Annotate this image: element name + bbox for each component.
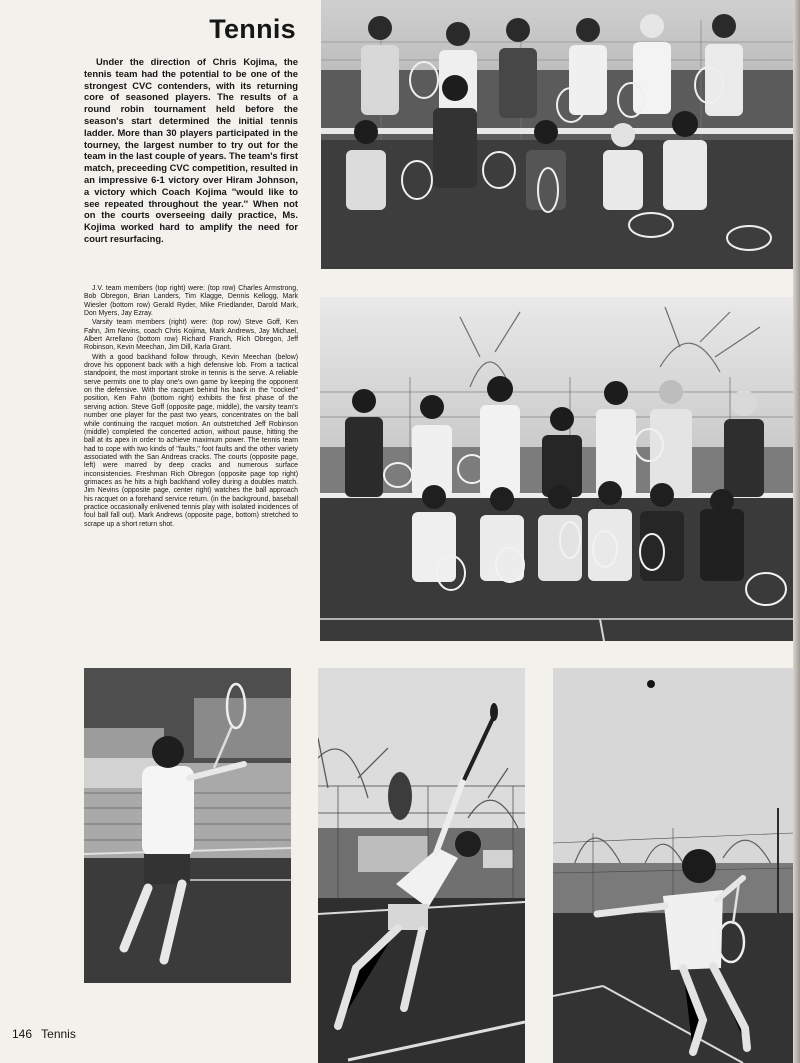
intro-paragraph: Under the direction of Chris Kojima, the tennis team had the potential to be one of the strongest CVC contenders, with its returning core of seasoned players. The results of a round robin tournament held before the season's start determined the initial tennis ladder. More than 30 players participated in the tourney, the largest number to try out for the team in the last couple of years. The team's first match, preceeding CVC competition, resulted in an impressive 6-1 victory over Hiram Johnson, a victory which Coach Kojima ''would like to see repeated throughout the year.'' When not on the courts overseeing daily practice, Ms. Kojima worked hard to amplify the need for court resurfacing.	[84, 56, 298, 244]
caption-jv-team: J.V. team members (top right) were: (top row) Charles Armstrong, Bob Obregon, Brian Landers, Tim Klagge, Dennis Kellogg, Mark Wiesler (bottom row) Gerald Ryder, Mike Friedlander, Darold Mark, Don Myers, Jay Ezray.	[84, 285, 298, 318]
section-label: Tennis	[41, 1027, 76, 1041]
backhand-photo	[84, 668, 291, 983]
caption-action-photos: With a good backhand follow through, Kevin Meechan (below) drove his opponent back with a high defensive lob. From a tactical standpoint, the most important stroke in tennis is the serve. A reliable serve permits one to play one's own game by keeping the opponent on the defensive. With the racquet behind his back in the ''cocked'' position, Ken Fahn (bottom right) exhibits the first phase of the serving action. Steve Goff (opposite page, middle), the varsity team's number one player for the past two years, concentrates on the ball while continuing the racquet motion. An outstretched Jeff Robinson (middle) completed the concerted action, without pause, hitting the ball at its apex in order to achieve maximum power. The tennis team had to cope with two kinds of ''faults,'' foot faults and the other variety associated with the San Andreas cracks. The courts (opposite page, left) were marred by deep cracks and numerous surface inconsistencies. Freshman Rich Obregon (opposite page top right) grimaces as he hits a high backhand volley during a doubles match. Jim Nevins (opposite page, center right) watches the ball approach his racquet on a forehand service return. (in the background, baseball practice occasionally enlivened tennis play with isolated incidences of foul ball fall out). Mark Andrews (opposite page, bottom) stretched to scrape up a short return shot.	[84, 353, 298, 528]
binding-edge	[793, 0, 800, 1063]
varsity-team-photo	[320, 297, 793, 641]
caption-varsity-team: Varsity team members (right) were: (top row) Steve Goff, Ken Fahn, Jim Nevins, coach Chris Kojima, Mark Andrews, Jay Michael, Albert Arrellano (bottom row) Richard Franch, Rich Obregon, Jeff Robinson, Kevin Meechan, Jim Dill, Karla Grant.	[84, 319, 298, 352]
page-number: 146	[12, 1027, 33, 1041]
jv-team-photo	[321, 0, 793, 269]
page-footer	[12, 1027, 76, 1041]
photo-captions	[84, 285, 298, 530]
reaching-return-photo	[553, 668, 793, 1063]
serve-photo	[318, 668, 525, 1063]
page-title: Tennis	[209, 14, 296, 44]
